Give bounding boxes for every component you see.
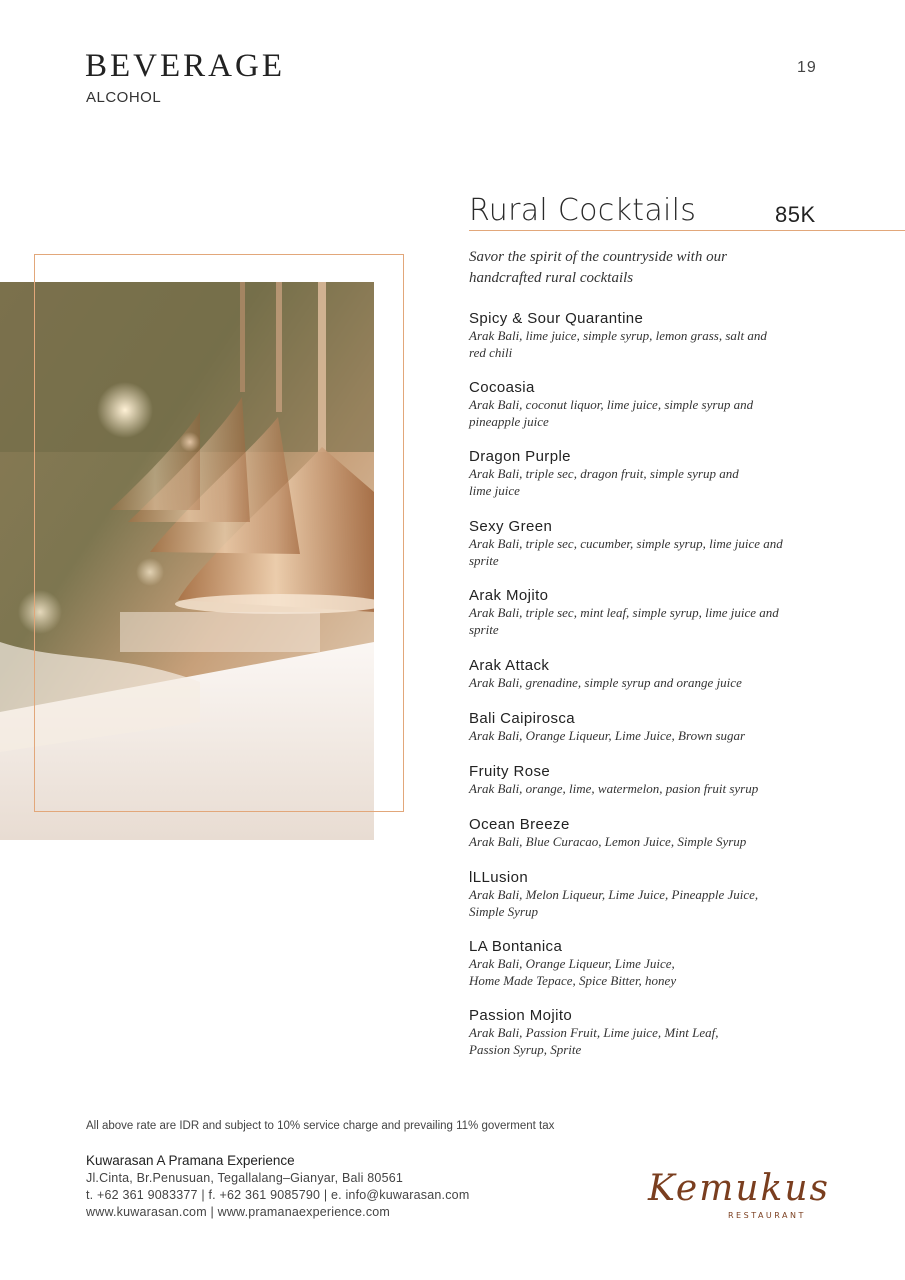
company-address: Jl.Cinta, Br.Penusuan, Tegallalang–Gianyar, Bali 80561 <box>86 1171 404 1185</box>
menu-item <box>469 448 799 499</box>
item-name: Passion Mojito <box>469 1007 573 1024</box>
section-title: BEVERAGE <box>85 48 285 84</box>
item-name: Dragon Purple <box>469 448 571 465</box>
item-name: Fruity Rose <box>469 763 551 780</box>
item-name: Bali Caipirosca <box>469 710 576 727</box>
menu-item <box>469 379 799 430</box>
menu-item <box>469 518 799 569</box>
title-divider <box>469 230 905 231</box>
menu-item <box>469 938 799 989</box>
item-description: Arak Bali, Orange Liqueur, Lime Juice, Home Made Tepace, Spice Bitter, honey <box>469 956 677 988</box>
menu-item <box>469 310 799 361</box>
section-subtitle: ALCOHOL <box>86 89 162 106</box>
item-name: Cocoasia <box>469 379 535 396</box>
svg-text:RESTAURANT: RESTAURANT <box>728 1211 806 1220</box>
item-name: Sexy Green <box>469 518 553 535</box>
page-number: 19 <box>797 59 817 76</box>
item-name: Spicy & Sour Quarantine <box>469 310 644 327</box>
item-name: Ocean Breeze <box>469 816 570 833</box>
item-description: Arak Bali, Orange Liqueur, Lime Juice, Brown sugar <box>469 728 746 743</box>
menu-title: Rural Cocktails <box>469 193 697 228</box>
item-description: Arak Bali, coconut liquor, lime juice, simple syrup and pineapple juice <box>469 397 754 429</box>
decorative-frame <box>34 254 404 812</box>
kemukus-restaurant-logo <box>640 1160 830 1230</box>
item-name: Arak Attack <box>469 657 550 674</box>
item-description: Arak Bali, Blue Curacao, Lemon Juice, Simple Syrup <box>469 834 747 849</box>
item-description: Arak Bali, triple sec, dragon fruit, simple syrup and lime juice <box>469 466 739 498</box>
item-description: Arak Bali, Melon Liqueur, Lime Juice, Pineapple Juice, Simple Syrup <box>469 887 759 919</box>
item-name: LA Bontanica <box>469 938 563 955</box>
item-description: Arak Bali, triple sec, cucumber, simple syrup, lime juice and sprite <box>469 536 783 568</box>
menu-price: 85K <box>775 202 816 227</box>
item-description: Arak Bali, orange, lime, watermelon, pasion fruit syrup <box>469 781 759 796</box>
company-websites: www.kuwarasan.com | www.pramanaexperience.com <box>86 1205 391 1219</box>
item-description: Arak Bali, lime juice, simple syrup, lemon grass, salt and red chili <box>469 328 767 360</box>
menu-item <box>469 657 799 692</box>
item-name: lLLusion <box>469 869 529 886</box>
menu-item <box>469 710 799 745</box>
menu-intro: Savor the spirit of the countryside with our handcrafted rural cocktails <box>469 249 727 286</box>
menu-item <box>469 816 799 851</box>
menu-item <box>469 869 799 920</box>
company-contact: t. +62 361 9083377 | f. +62 361 9085790 | e. info@kuwarasan.com <box>86 1188 470 1202</box>
tax-note: All above rate are IDR and subject to 10% service charge and prevailing 11% goverment tax <box>86 1120 555 1132</box>
item-description: Arak Bali, Passion Fruit, Lime juice, Mint Leaf, Passion Syrup, Sprite <box>469 1025 719 1057</box>
item-description: Arak Bali, triple sec, mint leaf, simple syrup, lime juice and sprite <box>469 605 779 637</box>
menu-item <box>469 1007 799 1058</box>
company-name: Kuwarasan A Pramana Experience <box>86 1153 295 1168</box>
menu-item <box>469 587 799 638</box>
item-description: Arak Bali, grenadine, simple syrup and orange juice <box>469 675 742 690</box>
item-name: Arak Mojito <box>469 587 549 604</box>
menu-item <box>469 763 799 798</box>
svg-text:Kemukus: Kemukus <box>648 1168 830 1209</box>
